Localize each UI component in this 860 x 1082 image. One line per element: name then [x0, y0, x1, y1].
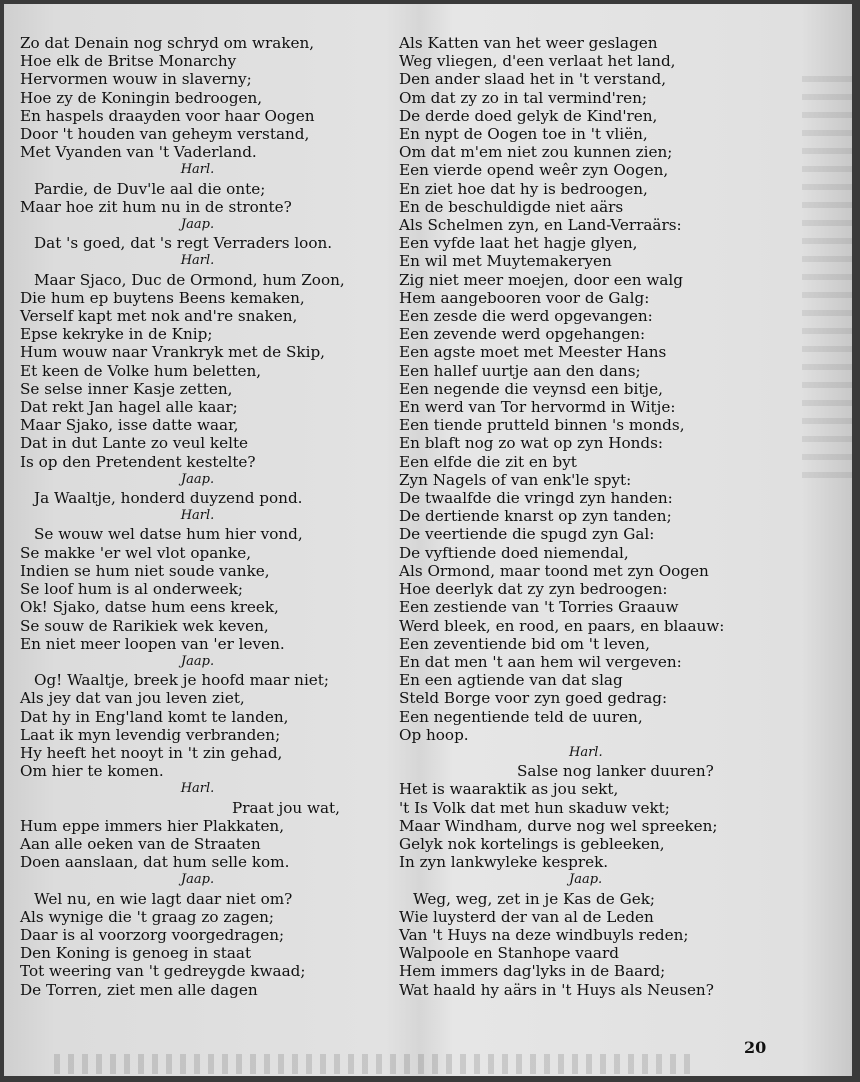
verse-line: Door 't houden van geheym verstand, — [20, 125, 310, 144]
verse-line: Hy heeft het nooyt in 't zin gehad, — [20, 743, 283, 762]
verse-line: Hoe zy de Koningin bedroogen, — [20, 88, 263, 107]
verse-line: Werd bleek, en rood, en paars, en blaauw: — [399, 616, 725, 635]
verse-line: Ok! Sjako, datse hum eens kreek, — [20, 598, 279, 617]
verse-line: Steld Borge voor zyn goed gedrag: — [399, 689, 668, 708]
verse-line: Epse kekryke in de Knip; — [20, 325, 213, 344]
verse-line: Zyn Nagels of van enk'le spyt: — [399, 470, 632, 489]
verse-line: Die hum ep buytens Beens kemaken, — [20, 288, 305, 307]
verse-line: Een elfde die zit en byt — [399, 452, 577, 471]
verse-line: Dat 's goed, dat 's regt Verraders loon. — [34, 234, 333, 253]
speaker-label: Harl. — [180, 162, 215, 178]
verse-line: Aan alle oeken van de Straaten — [20, 834, 261, 853]
verse-line: Van 't Huys na deze windbuyls reden; — [399, 925, 689, 944]
verse-line: Tot weering van 't gedreygde kwaad; — [20, 962, 306, 981]
verse-line: Wat haald hy aärs in 't Huys als Neusen? — [399, 980, 714, 999]
verse-line: De derde doed gelyk de Kind'ren, — [399, 106, 658, 125]
verse-line: Wie luysterd der van al de Leden — [399, 907, 654, 926]
verse-line: Op hoop. — [399, 725, 469, 744]
verse-line: Met Vyanden van 't Vaderland. — [20, 143, 257, 162]
verse-line: De vyftiende doed niemendal, — [399, 543, 629, 562]
verse-line: En blaft nog zo wat op zyn Honds: — [399, 434, 664, 453]
verse-line: Weg, weg, zet in je Kas de Gek; — [413, 889, 656, 908]
verse-line: Een zestiende van 't Torries Graauw — [399, 598, 679, 617]
verse-line: Hem aangebooren voor de Galg: — [399, 288, 650, 307]
verse-line: Se loof hum is al onderweek; — [20, 580, 244, 599]
speaker-label: Harl. — [180, 781, 215, 797]
verse-line: Salse nog lanker duuren? — [517, 762, 714, 781]
verse-line: Een zesde die werd opgevangen: — [399, 307, 653, 326]
verse-line: Zig niet meer moejen, door een walg — [399, 270, 683, 289]
verse-line: Als jey dat van jou leven ziet, — [20, 689, 245, 708]
verse-line: Een vierde opend weêr zyn Oogen, — [399, 161, 669, 180]
verse-line: Verself kapt met nok and're snaken, — [20, 307, 298, 326]
verse-line: Het is waaraktik as jou sekt, — [399, 780, 619, 799]
verse-line: Hem immers dag'lyks in de Baard; — [399, 962, 666, 981]
verse-line: Se souw de Rarikiek wek keven, — [20, 616, 269, 635]
verse-line: Om dat zy zo in tal vermind'ren; — [399, 88, 647, 107]
verse-line: En nypt de Oogen toe in 't vliën, — [399, 125, 648, 144]
speaker-label: Jaap. — [180, 217, 215, 233]
verse-line: Hoe deerlyk dat zy zyn bedroogen: — [399, 580, 668, 599]
speaker-label: Jaap. — [180, 653, 215, 669]
speaker-label: Jaap. — [569, 872, 603, 888]
verse-line: Hum wouw naar Vrankryk met de Skip, — [20, 343, 325, 362]
verse-line: En de beschuldigde niet aärs — [399, 197, 624, 216]
verse-line: En dat men 't aan hem wil vergeven: — [399, 652, 682, 671]
speaker-label: Jaap. — [180, 471, 215, 487]
verse-line: Se makke 'er wel vlot opanke, — [20, 543, 252, 562]
speaker-label: Harl. — [180, 508, 215, 524]
verse-line: Daar is al voorzorg voorgedragen; — [20, 925, 285, 944]
verse-line: En haspels draayden voor haar Oogen — [20, 106, 315, 125]
verse-line: Se wouw wel datse hum hier vond, — [34, 525, 303, 544]
verse-line: Als Schelmen zyn, en Land-Verraärs: — [399, 216, 682, 235]
verse-line: Ja Waaltje, honderd duyzend pond. — [34, 489, 303, 508]
verse-line: Een negende die veynsd een bitje, — [399, 379, 663, 398]
verse-line: Is op den Pretendent kestelte? — [20, 452, 256, 471]
verse-line: Hervormen wouw in slaverny; — [20, 70, 252, 89]
verse-line: En ziet hoe dat hy is bedroogen, — [399, 179, 648, 198]
verse-line: 't Is Volk dat met hun skaduw vekt; — [399, 798, 670, 817]
verse-line: Weg vliegen, d'een verlaat het land, — [399, 52, 676, 71]
verse-line: Een zeventiende bid om 't leven, — [399, 634, 650, 653]
verse-line: Wel nu, en wie lagt daar niet om? — [34, 889, 293, 908]
verse-line: En niet meer loopen van 'er leven. — [20, 634, 285, 653]
verse-line: Maar Sjaco, Duc de Ormond, hum Zoon, — [34, 270, 345, 289]
bleed-through-right — [802, 64, 852, 484]
speaker-label: Jaap. — [180, 872, 215, 888]
verse-line: Dat in dut Lante zo veul kelte — [20, 434, 249, 453]
speaker-label: Harl. — [180, 253, 215, 269]
verse-line: Maar Windham, durve nog wel spreeken; — [399, 816, 718, 835]
bleed-through-bottom — [54, 1054, 694, 1074]
verse-line: Maar Sjako, isse datte waar, — [20, 416, 239, 435]
verse-line: Een hallef uurtje aan den dans; — [399, 361, 641, 380]
speaker-label: Harl. — [569, 744, 603, 760]
verse-line: Praat jou wat, — [232, 798, 340, 817]
verse-line: Se selse inner Kasje zetten, — [20, 379, 233, 398]
verse-line: In zyn lankwyleke kesprek. — [399, 853, 609, 872]
verse-line: De Torren, ziet men alle dagen — [20, 980, 258, 999]
book-page — [4, 4, 852, 1076]
verse-line: De twaalfde die vringd zyn handen: — [399, 489, 673, 508]
verse-line: En werd van Tor hervormd in Witje: — [399, 398, 676, 417]
verse-line: Als Katten van het weer geslagen — [399, 34, 658, 52]
verse-line: Hoe elk de Britse Monarchy — [20, 52, 237, 71]
verse-line: Als Ormond, maar toond met zyn Oogen — [399, 561, 709, 580]
verse-line: Hum eppe immers hier Plakkaten, — [20, 816, 285, 835]
verse-line: Doen aanslaan, dat hum selle kom. — [20, 853, 290, 872]
verse-line: Als wynige die 't graag zo zagen; — [20, 907, 274, 926]
verse-line: Een zevende werd opgehangen: — [399, 325, 646, 344]
verse-line: Maar hoe zit hum nu in de stronte? — [20, 197, 292, 216]
verse-line: Gelyk nok kortelings is gebleeken, — [399, 834, 665, 853]
verse-line: Indien se hum niet soude vanke, — [20, 561, 270, 580]
verse-line: Dat rekt Jan hagel alle kaar; — [20, 398, 238, 417]
verse-line: De veertiende die spugd zyn Gal: — [399, 525, 655, 544]
verse-line: En een agtiende van dat slag — [399, 671, 623, 690]
right-text-column — [399, 34, 729, 999]
verse-line: Een vyfde laat het hagje glyen, — [399, 234, 638, 253]
verse-line: Een tiende prutteld binnen 's monds, — [399, 416, 685, 435]
verse-line: Den Koning is genoeg in staat — [20, 944, 252, 963]
left-text-column — [20, 34, 375, 999]
verse-line: En wil met Muytemakeryen — [399, 252, 612, 271]
verse-line: De dertiende knarst op zyn tanden; — [399, 507, 672, 526]
verse-line: Walpoole en Stanhope vaard — [399, 944, 619, 963]
verse-line: Zo dat Denain nog schryd om wraken, — [20, 34, 315, 52]
verse-line: Et keen de Volke hum beletten, — [20, 361, 262, 380]
verse-line: Een agste moet met Meester Hans — [399, 343, 667, 362]
verse-line: Den ander slaad het in 't verstand, — [399, 70, 667, 89]
verse-line: Og! Waaltje, breek je hoofd maar niet; — [34, 671, 330, 690]
verse-line: Dat hy in Eng'land komt te landen, — [20, 707, 289, 726]
verse-line: Een negentiende teld de uuren, — [399, 707, 643, 726]
verse-line: Om dat m'em niet zou kunnen zien; — [399, 143, 673, 162]
verse-line: Laat ik myn levendig verbranden; — [20, 725, 281, 744]
page-number: 20 — [744, 1038, 767, 1057]
verse-line: Om hier te komen. — [20, 762, 164, 781]
verse-line: Pardie, de Duv'le aal die onte; — [34, 179, 266, 198]
